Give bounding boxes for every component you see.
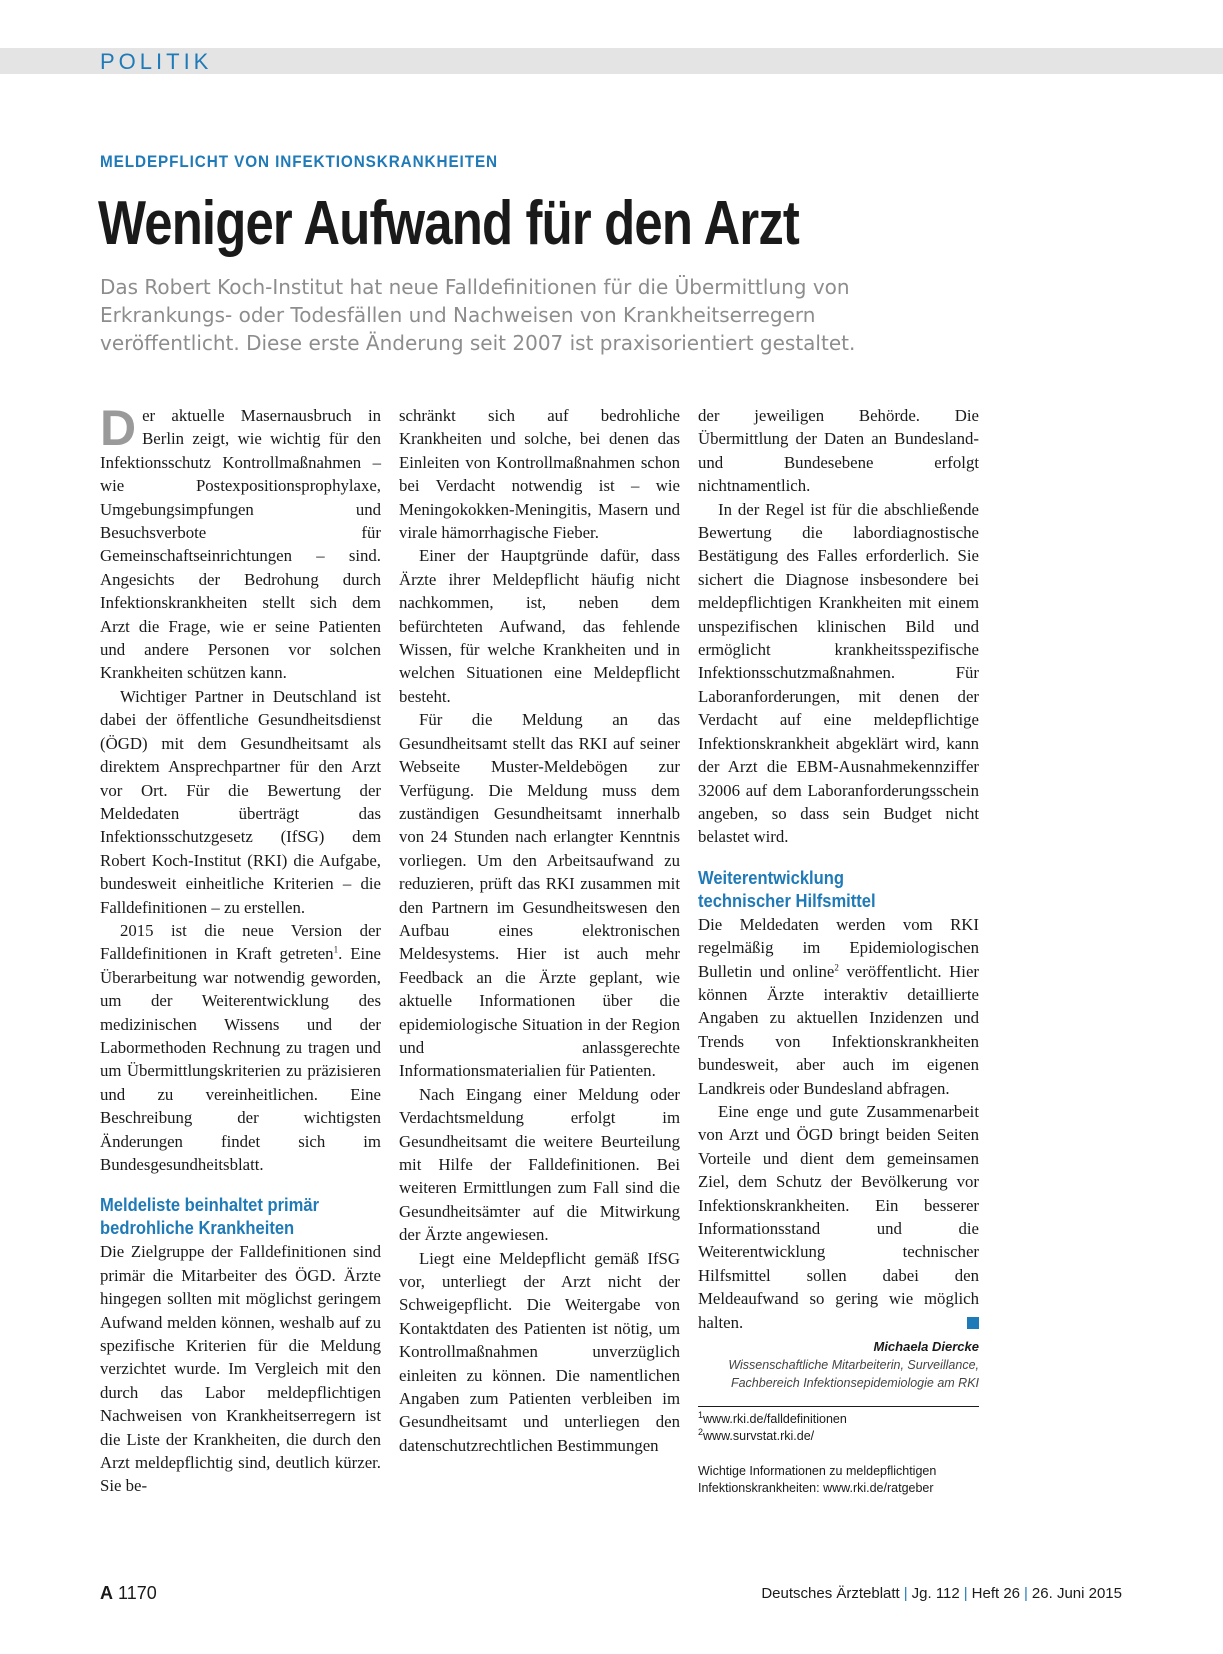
paragraph: 2015 ist die neue Version der Falldefinitionen in Kraft getreten$^1$. Eine Überarbeitung war notwendig geworden, um der Weiterentwicklung des medizinischen Wissens und der Labormethoden Rechnung zu tragen und um Übermittlungskriterien zu präzisieren und zu vereinheitlichen. Eine Beschreibung der wichtigsten Änderungen findet sich im Bundesgesundheitsblatt. (100, 920, 381, 1174)
journal-info: Deutsches Ärzteblatt | Jg. 112 | Heft 26 | 26. Juni 2015 (761, 1585, 1122, 1602)
paragraph: Eine enge und gute Zusammenarbeit von Arzt und ÖGD bringt beiden Seiten Vorteile und dient dem gemeinsamen Ziel, dem Schutz der Bevölkerung vor Infektionskrankheiten. Ein besserer Informationsstand und die Weiterentwicklung technischer Hilfsmittel sollen dabei den Meldeaufwand so gering wie möglich halten. (698, 1101, 979, 1332)
paragraph: Einer der Hauptgründe dafür, dass Ärzte ihrer Meldepflicht häufig nicht nachkommen, ist, neben dem befürchteten Aufwand, das fehlende Wissen, für welche Krankheiten und in welchen Situationen eine Meldepflicht besteht. (399, 546, 680, 706)
journal-volume: Jg. 112 (911, 1585, 960, 1602)
author-affiliation: Wissenschaftliche Mitarbeiterin, Surveillance, Fachbereich Infektionsepidemiologie am RKI (728, 1358, 979, 1391)
footnote-link: www.rki.de/falldefinitionen (703, 1412, 847, 1427)
footnote-ref: 2 (834, 961, 839, 972)
paragraph: Für die Meldung an das Gesundheitsamt stellt das RKI auf seiner Webseite Muster-Meldebögen zur Verfügung. Die Meldung muss dem zuständigen Gesundheitsamt innerhalb von 24 Stunden nach erlangter Kenntnis vorliegen. Um den Arbeitsaufwand zu reduzieren, prüft das RKI zusammen mit den Partnern im Gesundheitswesen den Aufbau eines elektronischen Meldesystems. Hier ist auch mehr Feedback an die Ärzte geplant, wie aktuelle Informationen über die epidemiologische Situation in der Region und anlassgerechte Informationsmaterialien für Patienten. (399, 710, 680, 1081)
paragraph: Liegt eine Meldepflicht gemäß IfSG vor, unterliegt der Arzt nicht der Schweigepflicht. Die Weitergabe von Kontaktdaten des Patienten ist nötig, um Kontrollmaßnahmen unverzüglich einleiten zu können. Die namentlichen Angaben zum Patienten verbleiben im Gesundheitsamt und unterliegen den datenschutzrechtlichen Bestimmungen (399, 1248, 680, 1455)
footnote-ref: 1 (333, 944, 339, 955)
page-number: A 1170 (100, 1583, 157, 1603)
footnote-link: www.survstat.rki.de/ (703, 1429, 815, 1444)
section-bar (0, 48, 1223, 74)
drop-cap: D (100, 400, 137, 456)
subheading: Weiterentwicklung technischer Hilfsmittel (698, 867, 876, 911)
info-note: Wichtige Informationen zu meldepflichtigen Infektionskrankheiten: www.rki.de/ratgeber (698, 1464, 937, 1496)
journal-issue: Heft 26 (971, 1585, 1021, 1602)
paragraph: der jeweiligen Behörde. Die Übermittlung der Daten an Bundesland- und Bundesebene erfolgt nichtnamentlich. (698, 406, 979, 496)
footnotes (698, 1406, 979, 1445)
end-mark-icon (967, 1317, 979, 1329)
paragraph: Der aktuelle Masernausbruch in Berlin zeigt, wie wichtig für den Infektionsschutz Kontrollmaßnahmen – wie Postexpositionsprophylaxe, Umgebungsimpfungen und Besuchsverbote für Gemeinschaftseinrichtungen – sind. Angesichts der Bedrohung durch Infektionskrankheiten stellt sich dem Arzt die Frage, wie er seine Patienten und andere Personen vor solchen Krankheiten schützen kann. (100, 400, 381, 683)
article-column-3 (698, 404, 979, 1497)
paragraph: Nach Eingang einer Meldung oder Verdachtsmeldung erfolgt im Gesundheitsamt die weitere Beurteilung mit Hilfe der Falldefinitionen. Bei weiteren Ermittlungen zum Fall sind die Gesundheitsämter auf die Mitwirkung der Ärzte angewiesen. (399, 1084, 680, 1245)
footnote: $^2$www.survstat.rki.de/ (698, 1426, 815, 1444)
paragraph: Die Zielgruppe der Falldefinitionen sind primär die Mitarbeiter des ÖGD. Ärzte hingegen sollten mit möglichst geringem Aufwand melden können, weshalb auf zu spezifische Kriterien für die Meldung verzichtet wurde. Im Vergleich mit den durch das Labor meldepflichtigen Nachweisen von Krankheitserregern ist die Liste der Krankheiten, die durch den Arzt meldepflichtig sind, deutlich kürzer. Sie be- (100, 1242, 381, 1496)
subheading: Meldeliste beinhaltet primär bedrohliche Krankheiten (100, 1195, 320, 1239)
journal-name: Deutsches Ärzteblatt (761, 1585, 900, 1602)
paragraph: Wichtiger Partner in Deutschland ist dabei der öffentliche Gesundheitsdienst (ÖGD) mit dem Gesundheitsamt als direktem Ansprechpartner für den Arzt vor Ort. Für die Bewertung der Meldedaten überträgt das Infektionsschutzgesetz (IfSG) dem Robert Koch-Institut (RKI) die Aufgabe, bundesweit einheitliche Kriterien – die Falldefinitionen – zu erstellen. (100, 686, 381, 917)
journal-date: 26. Juni 2015 (1031, 1585, 1122, 1602)
article-column-2 (399, 404, 680, 1457)
headline: Weniger Aufwand für den Arzt (98, 189, 800, 258)
author-name: Michaela Diercke (873, 1339, 979, 1355)
article-column-1 (100, 400, 381, 1498)
kicker: MELDEPFLICHT VON INFEKTIONSKRANKHEITEN (100, 152, 499, 171)
footnote: $^1$www.rki.de/falldefinitionen (698, 1409, 847, 1427)
paragraph: schränkt sich auf bedrohliche Krankheiten und solche, bei denen das Einleiten von Kontrollmaßnahmen schon bei Verdacht notwendig ist – wie Meningokokken-Meningitis, Masern und virale hämorrhagische Fieber. (399, 406, 680, 543)
paragraph: In der Regel ist für die abschließende Bewertung die labordiagnostische Bestätigung des Falles erforderlich. Sie sichert die Diagnose insbesondere bei meldepflichtigen Krankheiten mit einem unspezifischen klinischen Bild und ermöglicht krankheitsspezifische Infektionsschutzmaßnahmen. Für Laboranforderungen, mit denen der Verdacht auf eine meldepflichtige Infektionskrankheit abgeklärt wird, kann der Arzt die EBM-Ausnahmekennziffer 32006 auf dem Laboranforderungsschein angeben, so dass sein Budget nicht belastet wird. (698, 499, 979, 847)
standfirst: Das Robert Koch-Institut hat neue Falldefinitionen für die Übermittlung von Erkrankungs- oder Todesfällen und Nachweisen von Krankheitserregern veröffentlicht. Diese erste Änderung seit 2007 ist praxisorientiert gestaltet. (100, 275, 856, 355)
section-label: POLITIK (100, 49, 213, 74)
paragraph: Die Meldedaten werden vom RKI regelmäßig im Epidemiologischen Bulletin und online$^2$ veröffentlicht. Hier können Ärzte interaktiv detaillierte Angaben zu aktuellen Inzidenzen und Trends von Infektionskrankheiten bundesweit, aber auch im eigenen Landkreis oder Bundesland abfragen. (698, 914, 979, 1098)
